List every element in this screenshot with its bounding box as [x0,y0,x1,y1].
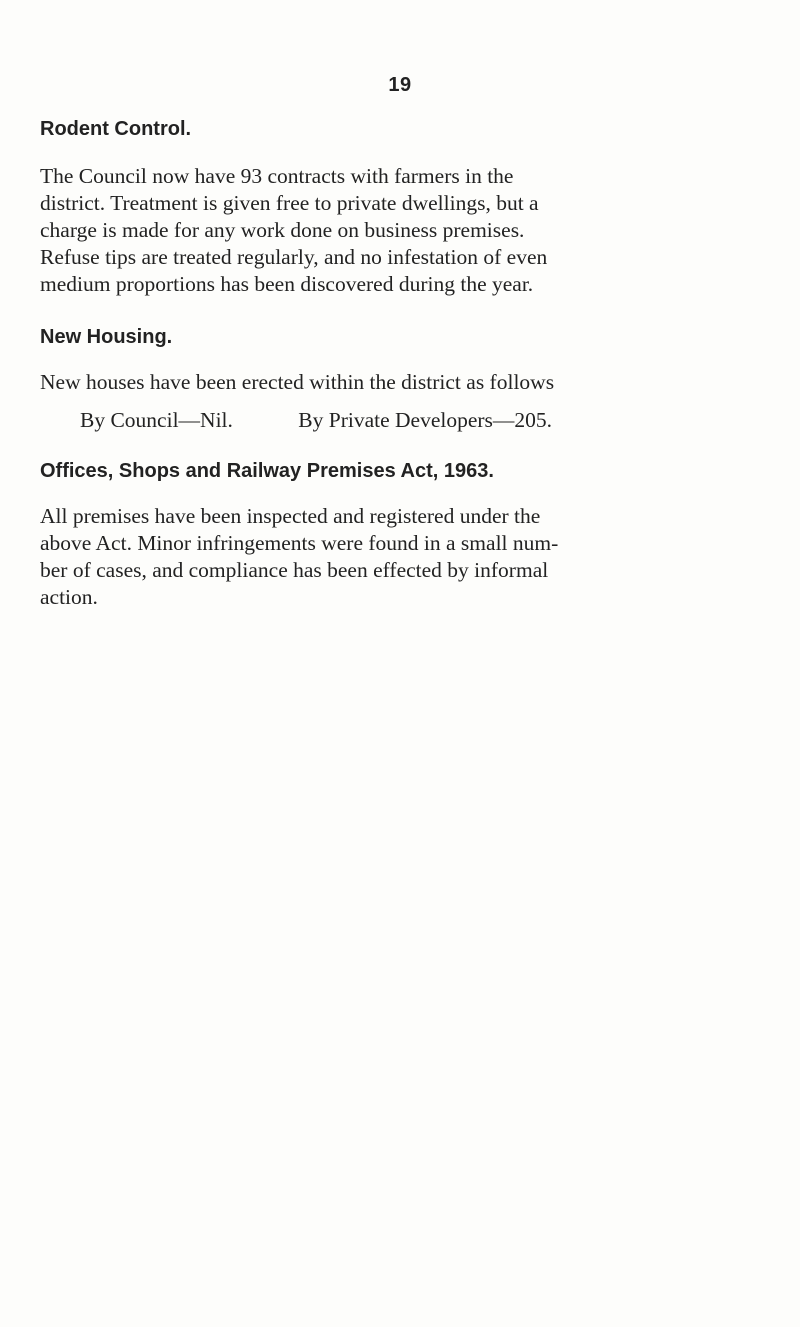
housing-figures [80,407,552,434]
text-line: ber of cases, and compliance has been effected by informal [40,558,549,582]
text-line: All premises have been inspected and registered under the [40,504,541,528]
section-heading-new-housing: New Housing. [40,326,173,348]
paragraph-rodent-control [40,163,762,298]
section-heading-rodent-control: Rodent Control. [40,118,192,140]
housing-private-figure: By Private Developers—205. [298,408,553,432]
text-line: district. Treatment is given free to private dwellings, but a [40,191,539,215]
section-heading-offices-shops-railway: Offices, Shops and Railway Premises Act, 1963. [40,460,494,482]
text-line: Refuse tips are treated regularly, and no infestation of even [40,245,548,269]
text-line: action. [40,585,98,609]
text-line: charge is made for any work done on business premises. [40,218,525,242]
page-number: 19 [388,74,412,96]
text-line: above Act. Minor infringements were found in a small num- [40,531,559,555]
text-line: medium proportions has been discovered during the year. [40,272,534,296]
housing-council-figure: By Council—Nil. [80,408,233,432]
text-line: The Council now have 93 contracts with farmers in the [40,164,514,188]
paragraph-offices-shops-railway [40,503,762,611]
paragraph-new-housing: New houses have been erected within the district as follows [40,370,555,394]
